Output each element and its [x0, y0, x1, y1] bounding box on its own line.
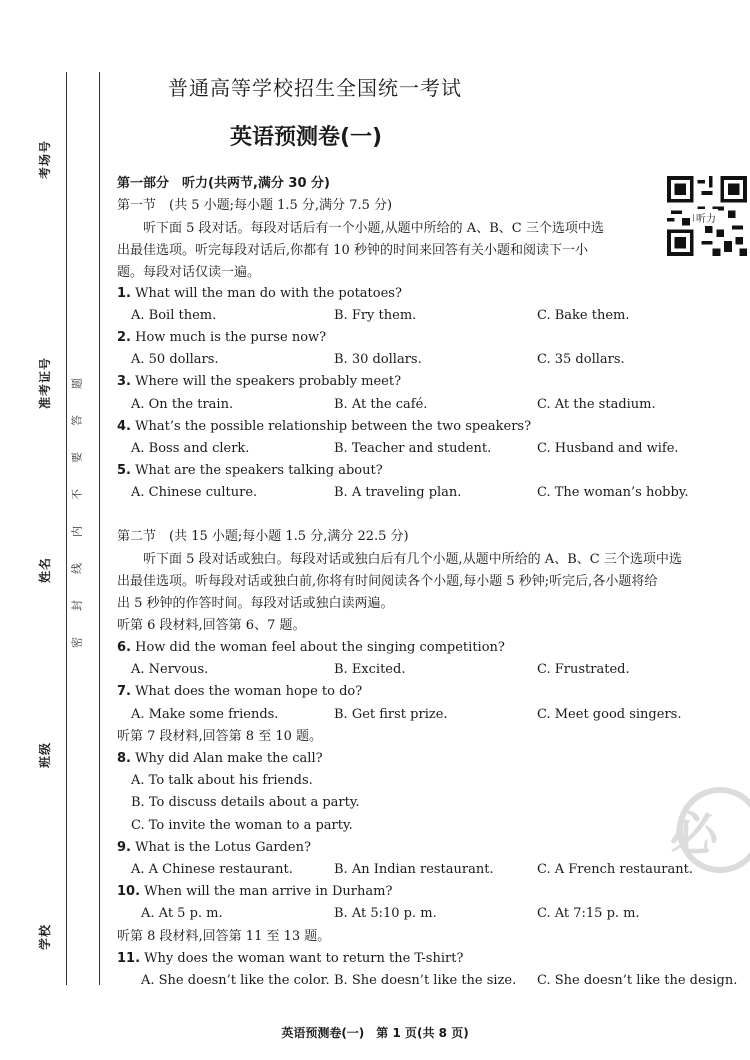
question-text: What are the speakers talking about? [135, 463, 383, 478]
instruction-line: 题。每段对话仅读一遍。 [117, 265, 261, 280]
option-a: A. On the train. [131, 397, 234, 412]
question-number: 5. [117, 463, 131, 478]
option-c: C. A French restaurant. [537, 862, 693, 877]
question-text: How did the woman feel about the singing competition? [135, 640, 505, 655]
instruction-line: 出最佳选项。听每段对话或独白前,你将有时间阅读各个小题,每小题 5 秒钟;听完后,各小题将给 [117, 574, 658, 589]
option-b: B. Excited. [334, 662, 406, 677]
watermark-char: 必 [670, 806, 719, 862]
option-a: A. To talk about his friends. [131, 773, 313, 788]
question-text: What is the Lotus Garden? [135, 840, 311, 855]
option-c: C. Husband and wife. [537, 441, 679, 456]
question-text: Why does the woman want to return the T-shirt? [144, 951, 464, 966]
question-text: What does the woman hope to do? [135, 684, 363, 699]
question-number: 7. [117, 684, 131, 699]
option-b: B. An Indian restaurant. [334, 862, 494, 877]
question-6 [117, 638, 505, 658]
field-admission-number: 准考证号 [38, 357, 52, 410]
binding-line-outer [66, 72, 67, 985]
question-number: 9. [117, 840, 131, 855]
section1-heading: 第一节 (共 5 小题;每小题 1.5 分,满分 7.5 分) [117, 198, 393, 213]
option-b: B. She doesn’t like the size. [334, 973, 517, 988]
section2-instructions-3 [117, 593, 750, 615]
seal-notice [70, 365, 96, 661]
option-b: B. At 5:10 p. m. [334, 906, 437, 921]
seal-char: 密 [70, 637, 84, 648]
option-a: A. She doesn’t like the color. [141, 973, 330, 988]
option-a: A. Boil them. [131, 308, 217, 323]
question-text: How much is the purse now? [135, 330, 327, 345]
question-11 [117, 949, 463, 969]
option-b: B. Fry them. [334, 308, 417, 323]
section1-instructions-2 [117, 240, 750, 262]
question-7 [117, 682, 362, 702]
instruction-line: 听下面 5 段对话或独白。每段对话或独白后有几个小题,从题中所给的 A、B、C 三个选项中选 [143, 552, 682, 567]
question-number: 1. [117, 286, 131, 301]
question-5 [117, 461, 383, 481]
option-c: C. Meet good singers. [537, 707, 682, 722]
seal-char: 答 [70, 415, 84, 426]
question-number: 10. [117, 884, 141, 899]
qr-label: 听力 [694, 209, 718, 226]
field-class: 班级 [38, 742, 52, 769]
option-c: C. To invite the woman to a party. [131, 818, 353, 833]
option-c: C. At the stadium. [537, 397, 656, 412]
material-6-label: 听第 6 段材料,回答第 6、7 题。 [117, 618, 306, 633]
question-3 [117, 372, 401, 392]
field-exam-room-number: 考场号 [38, 140, 52, 180]
option-b: B. A traveling plan. [334, 485, 462, 500]
question-text: Why did Alan make the call? [135, 751, 323, 766]
option-b: B. Teacher and student. [334, 441, 492, 456]
instruction-line: 出最佳选项。听完每段对话后,你都有 10 秒钟的时间来回答有关小题和阅读下一小 [117, 243, 588, 258]
section2-instructions [117, 549, 750, 571]
exam-title: 普通高等学校招生全国统一考试 [168, 76, 462, 100]
option-c: C. The woman’s hobby. [537, 485, 689, 500]
option-b: B. 30 dollars. [334, 352, 422, 367]
question-text: When will the man arrive in Durham? [144, 884, 393, 899]
option-a: A. At 5 p. m. [141, 906, 223, 921]
footer-title: 英语预测卷(一) [281, 1026, 365, 1040]
option-a: A. Chinese culture. [131, 485, 258, 500]
option-a: A. Boss and clerk. [131, 441, 250, 456]
question-number: 4. [117, 419, 131, 434]
question-4 [117, 417, 531, 437]
option-a: A. 50 dollars. [131, 352, 219, 367]
part1-heading: 第一部分 听力(共两节,满分 30 分) [117, 176, 330, 191]
question-2 [117, 328, 326, 348]
question-text: What’s the possible relationship between the two speakers? [135, 419, 532, 434]
watermark-stamp [660, 780, 750, 875]
section1-instructions [117, 218, 750, 240]
binding-margin [0, 0, 110, 1060]
section2-heading: 第二节 (共 15 小题;每小题 1.5 分,满分 22.5 分) [117, 529, 409, 544]
option-a: A. Nervous. [131, 662, 209, 677]
option-a: A. A Chinese restaurant. [131, 862, 293, 877]
field-name: 姓名 [38, 557, 52, 584]
option-c: C. Frustrated. [537, 662, 630, 677]
question-8 [117, 749, 323, 769]
page-footer [0, 1024, 750, 1041]
material-8-label: 听第 8 段材料,回答第 11 至 13 题。 [117, 929, 331, 944]
question-number: 11. [117, 951, 141, 966]
option-c: C. At 7:15 p. m. [537, 906, 640, 921]
option-c: C. She doesn’t like the design. [537, 973, 738, 988]
question-10 [117, 882, 392, 902]
option-b: B. Get first prize. [334, 707, 448, 722]
question-text: What will the man do with the potatoes? [135, 286, 402, 301]
instruction-line: 听下面 5 段对话。每段对话后有一个小题,从题中所给的 A、B、C 三个选项中选 [143, 221, 604, 236]
question-number: 8. [117, 751, 131, 766]
section2-instructions-2 [117, 571, 750, 593]
instruction-line: 出 5 秒钟的作答时间。每段对话或独白读两遍。 [117, 596, 394, 611]
material-7-label: 听第 7 段材料,回答第 8 至 10 题。 [117, 729, 323, 744]
option-b: B. To discuss details about a party. [131, 795, 360, 810]
question-number: 2. [117, 330, 131, 345]
question-text: Where will the speakers probably meet? [135, 374, 402, 389]
footer-page-number: 第 1 页(共 8 页) [376, 1026, 469, 1040]
seal-char: 题 [70, 378, 84, 389]
seal-char: 要 [70, 452, 84, 463]
seal-char: 封 [70, 600, 84, 611]
option-c: C. 35 dollars. [537, 352, 625, 367]
question-1 [117, 284, 402, 304]
field-school: 学校 [38, 924, 52, 951]
question-number: 6. [117, 640, 131, 655]
seal-char: 线 [70, 563, 84, 574]
paper-title: 英语预测卷(一) [230, 125, 383, 150]
question-number: 3. [117, 374, 131, 389]
option-b: B. At the café. [334, 397, 428, 412]
seal-char: 不 [70, 489, 84, 500]
option-a: A. Make some friends. [131, 707, 279, 722]
question-9 [117, 838, 311, 858]
seal-char: 内 [70, 526, 84, 537]
section1-instructions-3 [117, 262, 750, 284]
option-c: C. Bake them. [537, 308, 630, 323]
